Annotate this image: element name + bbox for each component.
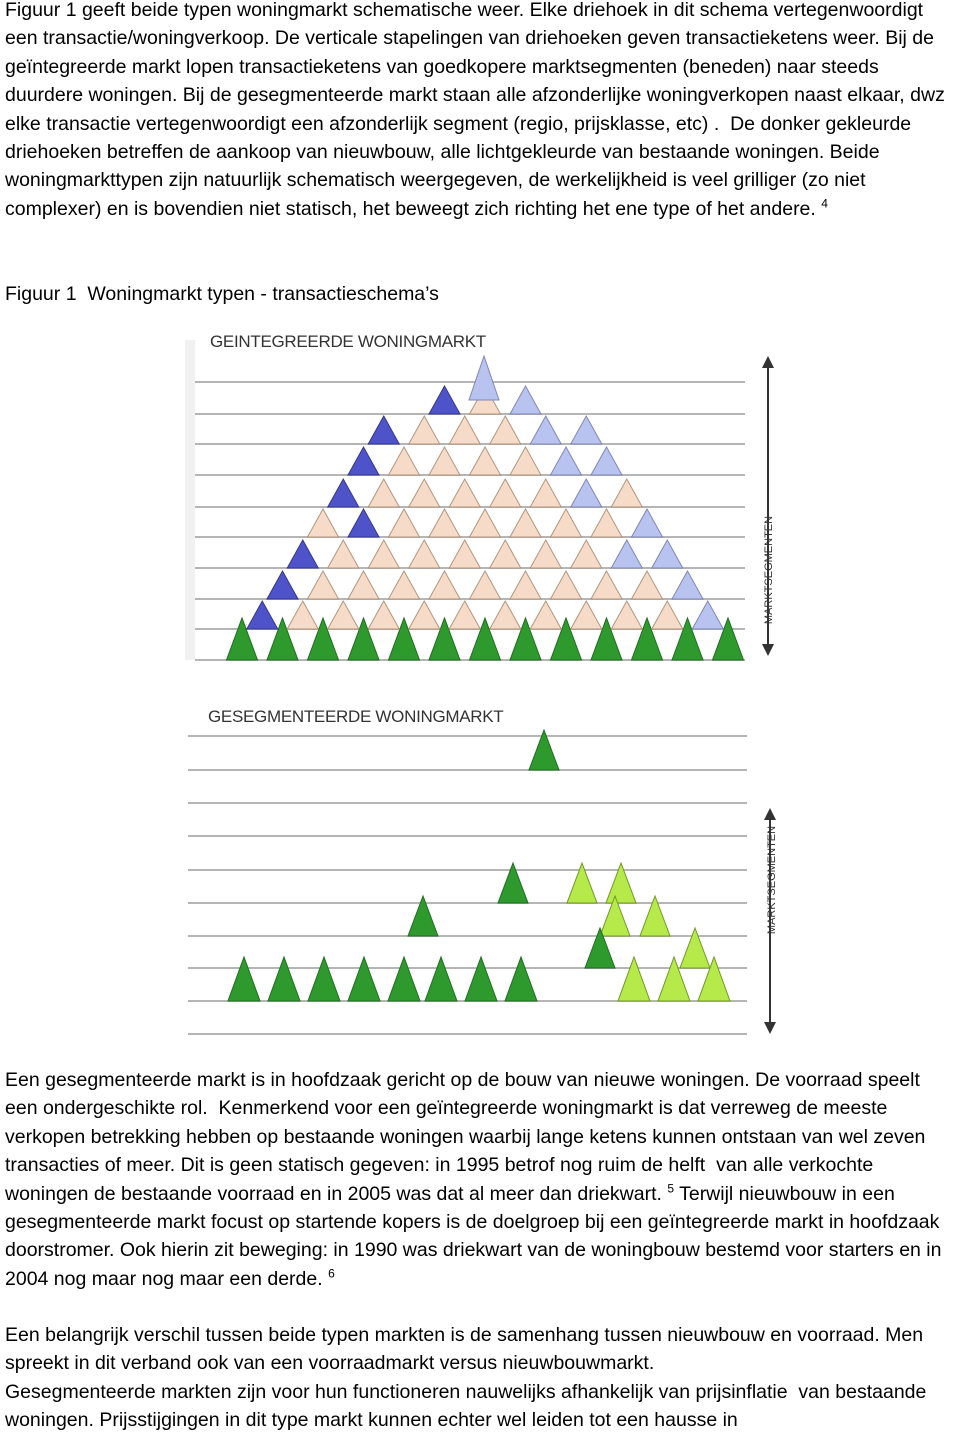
transaction-triangle — [389, 509, 420, 537]
transaction-triangle — [591, 509, 622, 537]
transaction-triangle — [287, 540, 318, 568]
footnote-ref-5: 5 — [667, 1181, 675, 1196]
transaction-triangle — [449, 416, 480, 444]
transaction-triangle — [591, 447, 622, 475]
body-paragraph-3: Een belangrijk verschil tussen beide typen markten is de samenhang tussen nieuwbouw en voorraad. Men spreekt in dit verband ook van een voorraadmarkt versus nieuwbouwmarkt. Gesegmenteerde markten zijn voor hun functioneren nauwelijks afhankelijk van prijsinflatie van bestaande woningen. Prijsstijgingen in dit type markt kunnen echter wel leiden tot een hausse in — [5, 1324, 927, 1432]
transaction-triangle — [429, 447, 460, 475]
transaction-triangle — [389, 571, 420, 599]
transaction-triangle — [551, 509, 582, 537]
transaction-triangle — [348, 509, 379, 537]
transaction-triangle — [348, 447, 379, 475]
transaction-triangle — [632, 509, 663, 537]
transaction-triangle — [348, 957, 380, 1001]
transaction-triangle — [591, 571, 622, 599]
segmented-diagram-title: GESEGMENTEERDE WONINGMARKT — [208, 707, 504, 726]
transaction-triangle — [268, 957, 300, 1001]
transaction-triangle — [368, 601, 399, 629]
transaction-triangle — [611, 601, 642, 629]
transaction-triangle — [680, 928, 710, 968]
segmented-market-diagram — [185, 700, 795, 1045]
transaction-triangle — [611, 479, 642, 507]
integrated-segments-axis — [762, 356, 775, 656]
transaction-triangle — [530, 479, 561, 507]
transaction-triangle — [308, 571, 339, 599]
transaction-triangle — [470, 447, 501, 475]
transaction-triangle — [368, 540, 399, 568]
transaction-triangle — [348, 571, 379, 599]
transaction-triangle — [510, 447, 541, 475]
body-paragraph-2-text-a: Een gesegmenteerde markt is in hoofdzaak gericht op de bouw van nieuwe woningen. De voorraad speelt een ondergeschikte rol. Kenmerkend voor een geïntegreerde woningmarkt is dat verreweg de meeste verkopen betrekking hebben op bestaande woningen waarbij lange ketens kunnen ontstaan van wel zeven transacties of meer. Dit is geen statisch gegeven: in 1995 betrof nog ruim de helft van alle verkochte woningen de bestaande voorraad en in 2005 was dat al meer dan driekwart. — [5, 1069, 931, 1205]
transaction-triangle — [672, 571, 703, 599]
transaction-triangle — [530, 601, 561, 629]
transaction-triangle — [510, 571, 541, 599]
transaction-triangle — [429, 571, 460, 599]
intro-text: Figuur 1 geeft beide typen woningmarkt schematische weer. Elke driehoek in dit schema vertegenwoordigt een transactie/woningverkoop. De verticale stapelingen van driehoeken geven transactieketens weer. Bij de geïntegreerde markt lopen transactieketens van goedkopere marktsegmenten (beneden) naar steeds duurdere woningen. Bij de gesegmenteerde markt staan alle afzonderlijke woningverkopen naast elkaar, dwz elke transactie vertegenwoordigt een afzonderlijk segment (regio, prijsklasse, etc) . De donker gekleurde driehoeken betreffen de aankoop van nieuwbouw, alle lichtgekleurde van bestaande woningen. Beide woningmarkttypen zijn natuurlijk schematisch weergegeven, de werkelijkheid is veel grilliger (zo niet complexer) en is bovendien niet statisch, het beweegt zich richting het ene type of het andere. — [5, 0, 951, 220]
transaction-triangle — [470, 571, 501, 599]
transaction-triangle — [388, 957, 420, 1001]
transaction-triangle — [652, 601, 683, 629]
transaction-triangle — [368, 479, 399, 507]
transaction-triangle — [611, 540, 642, 568]
transaction-triangle — [465, 957, 497, 1001]
transaction-triangle — [510, 386, 541, 414]
transaction-triangle — [449, 540, 480, 568]
segmented-axis-label: MARKTSEGMENTEN — [766, 825, 778, 935]
integrated-diagram-title: GEINTEGREERDE WONINGMARKT — [210, 332, 486, 351]
transaction-triangle — [247, 601, 278, 629]
transaction-triangle — [328, 540, 359, 568]
footnote-ref-4: 4 — [821, 196, 828, 211]
transaction-triangle — [409, 601, 440, 629]
transaction-triangle — [328, 479, 359, 507]
transaction-triangle — [490, 601, 521, 629]
transaction-triangle — [571, 601, 602, 629]
figure-caption: Figuur 1 Woningmarkt typen - transactieschema’s — [5, 283, 439, 305]
transaction-triangle — [571, 479, 602, 507]
body-paragraph-2-text-b: Terwijl nieuwbouw in een gesegmenteerde markt focust op startende kopers is de doelgroep bij een geïntegreerde markt in hoofdzaak doorstromer. Ook hierin zit beweging: in 1990 was driekwart van de woningbouw bestemd voor starters en in 2004 nog maar nog maar een derde. — [5, 1182, 951, 1290]
segmented-segments-axis — [764, 808, 778, 1034]
transaction-triangle — [632, 571, 663, 599]
transaction-triangle — [228, 957, 260, 1001]
transaction-triangle — [571, 416, 602, 444]
transaction-triangle — [530, 416, 561, 444]
transaction-triangle — [409, 540, 440, 568]
transaction-triangle — [692, 601, 723, 629]
transaction-triangle — [425, 957, 457, 1001]
integrated-market-diagram — [185, 322, 795, 667]
transaction-triangle — [308, 509, 339, 537]
transaction-triangle — [490, 479, 521, 507]
transaction-triangle — [429, 509, 460, 537]
transaction-triangle — [328, 601, 359, 629]
transaction-triangle — [470, 509, 501, 537]
transaction-triangle — [618, 957, 650, 1001]
transaction-triangle — [368, 416, 399, 444]
transaction-triangle — [287, 601, 318, 629]
transaction-triangle — [429, 386, 460, 414]
transaction-triangle — [389, 447, 420, 475]
transaction-triangle — [409, 479, 440, 507]
footnote-ref-6: 6 — [328, 1266, 335, 1281]
transaction-triangle — [267, 571, 298, 599]
intro-paragraph — [5, 0, 957, 223]
transaction-triangle — [551, 571, 582, 599]
transaction-triangle — [510, 509, 541, 537]
transaction-triangle — [469, 356, 499, 400]
transaction-triangle — [449, 479, 480, 507]
transaction-triangle — [308, 957, 340, 1001]
transaction-triangle — [449, 601, 480, 629]
transaction-triangle — [505, 957, 537, 1001]
transaction-triangle — [490, 540, 521, 568]
transaction-triangle — [571, 540, 602, 568]
transaction-triangle — [490, 416, 521, 444]
transaction-triangle — [652, 540, 683, 568]
integrated-axis-label: MARKTSEGMENTEN — [763, 515, 775, 625]
transaction-triangle — [551, 447, 582, 475]
body-paragraph-2 — [5, 1066, 957, 1293]
transaction-triangle — [409, 416, 440, 444]
transaction-triangle — [530, 540, 561, 568]
